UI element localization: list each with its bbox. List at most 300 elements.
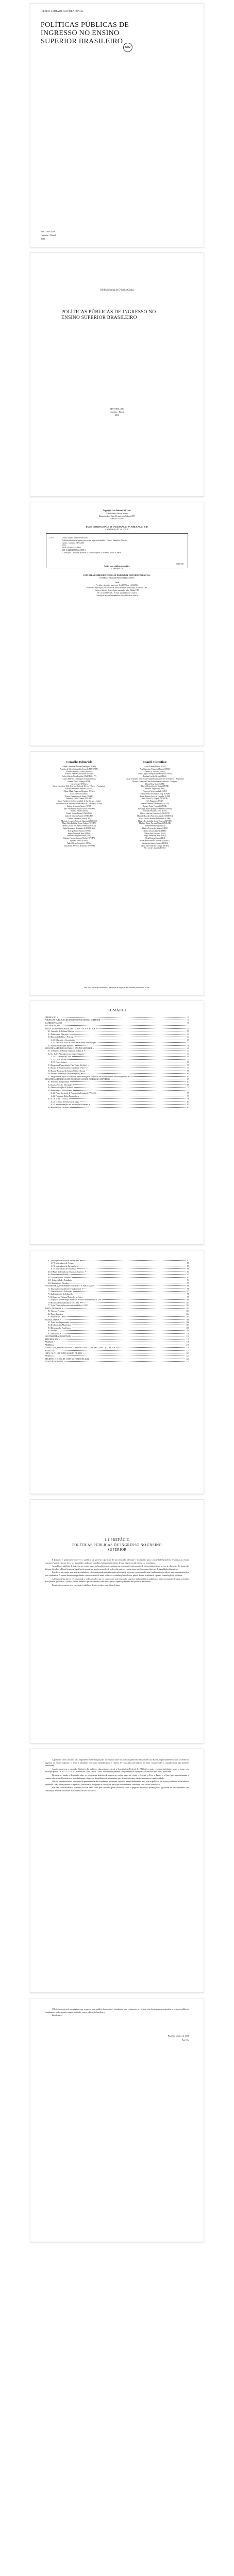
toc-entry-page: 85	[187, 1106, 189, 1109]
toc-entry-page: 123	[186, 1355, 189, 1358]
toc-entry-title: 6.9 Financiamento Público	[48, 1274, 70, 1276]
preface-title: POLÍTICAS PÚBLICAS DE INGRESSO NO ENSINO SUPERIOR	[72, 1543, 162, 1552]
legal-line: Tel.: (41) 3039-6418 – E-mail: sac@editoracrv.com.br	[96, 592, 138, 594]
toc-entry-page: 100	[186, 1299, 189, 1301]
toc-entry-title: 1 PREFÁCIO	[45, 1016, 56, 1019]
toc-leader-dots	[80, 1101, 186, 1102]
council-member: Tadeu Oliver Gonçalves (UFPA)	[66, 842, 92, 844]
toc-entry-page: 111	[186, 1335, 189, 1338]
cataloging-line: DOI 10.24824/978854441099.1	[62, 549, 86, 551]
toc-entry-title: 9.5 Discussão	[48, 1332, 59, 1335]
toc-leader-dots	[61, 1025, 186, 1026]
preface-page	[30, 1499, 204, 1743]
council-member: Maria Eurácia Barreto de Andrade (UFRB)	[139, 817, 171, 820]
council-member: Maria de Lourdes Pinto de Almeida (UNOESC)	[137, 815, 173, 817]
toc-entry-page: 90	[187, 1268, 189, 1270]
council-member: Najela Tavares Ujiie (UTFPR)	[143, 829, 166, 832]
council-member: Elizeu Clementino de Souza (UNEB)	[141, 785, 169, 788]
toc-leader-dots	[80, 1260, 186, 1261]
toc-entry-title: 10 CONSIDERAÇÕES FINAIS	[45, 1335, 71, 1338]
council-member: Lourdes Helena da Silva (UFV)	[143, 810, 167, 812]
council-member: Sérgio Nunes de Jesus (IFRO)	[143, 835, 166, 837]
toc-leader-dots	[72, 1056, 186, 1057]
toc-entry-title: 5.2.3 Cotas Sociais	[51, 1061, 66, 1064]
toc-entry-title: DECRETO Nº 7.824, DE 11 DE OUTUBRO DE 2012	[45, 1358, 89, 1360]
toc-page-2	[30, 1250, 204, 1494]
toc-entry-page: 106	[186, 1318, 189, 1321]
council-member: Lídia de Oliveira Xavier (UNIEURO)	[65, 815, 93, 817]
signature-name: Prof. Dr.	[181, 2039, 189, 2041]
toc-entry-title: 6.5 A Lei nº 12.711/2012	[48, 1098, 68, 1100]
toc-leader-dots	[73, 1291, 186, 1292]
toc-entry-title: 7.5 Arguição de Descumprimento de Preceito Fundamental nº 186	[48, 1299, 102, 1301]
toc-entry-page: 102	[186, 1304, 189, 1307]
halftitle-city: Curitiba – Brasil	[110, 411, 124, 413]
council-member: Fauston Negreiros (UFPI)	[145, 788, 165, 790]
council-member: Diosnel Centurion (Univ Autónoma de Asunción – Paraguai)	[132, 780, 178, 783]
toc-entry-title: 7.6 Recurso Extraordinário nº 597.285	[48, 1301, 79, 1304]
toc-entry-page: 53	[187, 1061, 189, 1064]
toc-entry-title: 6.2 Justiça Social e Educação	[48, 1083, 72, 1086]
toc-entry-title: 6.4.1 Plano Nacional de Assistência Estudantil (PNAES)	[51, 1092, 97, 1095]
cover-title: POLÍTICAS PÚBLICAS DE INGRESSO NO ENSINO SUPERIOR BRASILEIRO	[41, 21, 129, 45]
cover-city: Curitiba – Brasil	[41, 234, 56, 236]
editorial-council	[45, 761, 113, 850]
text-body	[45, 2008, 189, 2018]
toc-entry[interactable]	[45, 1361, 189, 1363]
council-member: Jailson Alves dos Santos (UFRJ)	[66, 805, 92, 807]
toc-entry-page: 29	[187, 1033, 189, 1036]
toc-entry-title: 8.1 Tipo de Pesquisa	[48, 1310, 65, 1313]
toc-entry-title: 8 METODOLOGIA	[45, 1307, 61, 1310]
toc-entry-page: 67	[187, 1081, 189, 1083]
halftitle-year: 2016	[114, 414, 120, 416]
council-member: Carlos Alberto Vilar Estêvão (UMINHO – PT)	[61, 775, 97, 778]
toc-entry-page: 96	[187, 1285, 189, 1287]
toc-entry-title: 6.10 Universidades Federais	[48, 1276, 71, 1279]
toc-leader-dots	[60, 1319, 186, 1320]
council-member: Lourdes Helena da Silva (UFV)	[67, 817, 91, 820]
toc-entry-page: 109	[186, 1330, 189, 1332]
council-member: Helder Buenos Aires de Carvalho (UFPI)	[139, 795, 171, 798]
toc-entry-title: POLÍTICAS PÚBLICAS DE INGRESSO NO ENSINO SUPERIOR	[45, 1019, 101, 1022]
index-heading: Índice para catálogo sistemático	[104, 565, 130, 567]
toc-entry-title: 9.1 Perfil dos Ingressantes	[48, 1321, 70, 1324]
council-member: Andréia da Silva Quintanilha Sousa (UNIR/UFRN)	[60, 768, 98, 770]
toc-entry-page: 96	[187, 1287, 189, 1290]
toc-leader-dots	[80, 1302, 185, 1303]
toc-leader-dots	[70, 1322, 185, 1323]
toc-entry[interactable]	[45, 1107, 189, 1109]
toc-leader-dots	[70, 1107, 186, 1108]
toc-entry-page: 89	[187, 1265, 189, 1267]
text-body	[45, 1758, 189, 1793]
council-member: Anselmo Alencar Colares (UFOPA)	[65, 770, 93, 773]
halftitle-publisher: EDITORA CRV	[110, 408, 124, 410]
toc-entry-page: 57	[187, 1067, 189, 1070]
toc-leader-dots	[95, 1285, 186, 1286]
toc-leader-dots	[75, 1045, 187, 1046]
toc-entry-page: 92	[187, 1274, 189, 1276]
digital-notice: ESTA OBRA TAMBÉM ENCONTRA-SE DISPONÍVEL EM FORMATO DIGITAL.	[83, 574, 151, 577]
council-member: Altair Alberto Fávero (UPF)	[144, 766, 165, 768]
cataloging-line: Cunha, Hildevi Sampa de Oliveira.	[62, 537, 88, 539]
body-paragraph: Destaca-se, ainda, a discussão sobre os programas federais de acesso ao ensino superior, como o ProUni, o Fies, o Enem e o Sisu, que transformaram o cenário educacional brasileiro e possibilitaram o ingresso de milhares de estudantes que, de outra forma, não teriam acesso à universidade.	[45, 1773, 189, 1780]
copyright-line: Copyright © da Editora CRV Ltda.	[103, 510, 131, 512]
toc-entry-title: 5.1 O Sistema de Ensino Superior no Brasil	[48, 1050, 83, 1053]
credit-line: Diagramação e Capa: Designers da Editora CRV	[99, 515, 135, 517]
credits-page	[30, 502, 204, 746]
legal-line: Foi feito o depósito legal conf. Lei 10.994 de 14/12/2004	[95, 584, 139, 586]
council-member: Francisco Carlos Duarte (PUC-PR)	[66, 798, 92, 800]
legal-line: Todos os direitos desta edição reservados pela: Editora CRV	[94, 589, 140, 591]
toc-leader-dots	[57, 1017, 186, 1018]
toc-entry-page: 39	[187, 1044, 189, 1047]
publisher-logo: CRV	[123, 43, 132, 52]
toc-entry-page: 104	[186, 1313, 189, 1315]
toc-entry-page: 119	[186, 1344, 189, 1346]
toc-leader-dots	[89, 1305, 185, 1306]
cataloging-heading: DADOS INTERNACIONAIS DE CATALOGAÇÃO NA PUBLICAÇÃO (CIP)	[86, 526, 148, 528]
toc-leader-dots	[62, 1308, 186, 1309]
body-paragraph: O livro também aborda a questão da permanência dos estudantes no ensino superior, tema fundamental para que as políticas de acesso produzam os resultados esperados. Não basta garantir o ingresso; é necessário assegurar as condições para que os estudantes concluam seus cursos com êxito.	[45, 1780, 189, 1786]
toc-entry-title: 6.8 O Papel do Estado na Educação Superior	[48, 1270, 84, 1273]
toc-leader-dots	[97, 1042, 186, 1043]
toc-leader-dots	[69, 1098, 186, 1099]
toc-entry-page: 87	[187, 1260, 189, 1262]
toc-entry-title: ÍNDICE REMISSIVO	[45, 1361, 63, 1363]
toc-entry-page: 43	[187, 1050, 189, 1053]
council-member: Celso Conti (UFSCar)	[71, 783, 88, 785]
toc-entry-page: 108	[186, 1327, 189, 1329]
toc-entry-page: 93	[187, 1276, 189, 1279]
toc-entry-title: ANEXOS	[45, 1341, 53, 1344]
index-line: 1. Educação 378	[111, 568, 123, 570]
council-member: João Adalberto Campato Junior (UNESP)	[63, 807, 95, 810]
council-member: Vânia Alves Martins Chaigar (FURG)	[141, 844, 169, 847]
council-member: Tania Suely Azevedo Brasileiro (UFOPA)	[63, 844, 95, 847]
toc-list	[45, 1260, 189, 1364]
council-member: Sydione Santos (UEPG)	[70, 839, 88, 842]
body-paragraph: A presente obra constitui uma importante contribuição para os estudos sobre as políticas públicas educacionais no Brasil, especialmente no que se refere ao ingresso no ensino superior. O tema é abordado com rigor metodológico e clareza de exposição, permitindo ao leitor compreender a complexidade das questões envolvidas.	[45, 1758, 189, 1767]
toc-entry-page: 101	[186, 1301, 189, 1304]
council-member: Kilwangy Kya Kapitango-a-Samba (Unemat)	[138, 807, 172, 810]
toc-entry-page: 119	[186, 1341, 189, 1344]
body-paragraph: Por fim, cabe ressaltar a relevância social desta obra, que contribui para a reflexão sobre o papel do Estado na promoção da igualdade de oportunidades e na construção de uma sociedade mais democrática e inclusiva.	[45, 1786, 189, 1792]
body-paragraph: A autora percorre o caminho histórico das políticas educacionais, desde a Constituição Federal de 1988 até as mais recentes legislações sobre o tema, com destaque para a Lei nº 12.711/2012, conhecida como Lei de Cotas. Esta análise permite compreender os avanços e os desafios que ainda persistem.	[45, 1767, 189, 1773]
toc-entry-page: 49	[187, 1056, 189, 1058]
council-member: Mohammed Elhajji (UFRJ)	[144, 825, 165, 827]
toc-entry-page: 103	[186, 1310, 189, 1313]
cataloging-body	[62, 537, 183, 554]
council-member: Sérgio Nunes de Jesus (IFRO)	[68, 832, 91, 835]
toc-leader-dots	[58, 1330, 185, 1331]
toc-entry-title: 7.7 Ação Direta de Inconstitucionalidade nº 3.330	[48, 1304, 88, 1307]
toc-entry-title: REFERÊNCIAS	[45, 1338, 59, 1341]
cataloging-line: Cunha – Curitiba : CRV, 2016.	[62, 541, 85, 544]
toc-entry-title: 4.3 Educação Pública e Privada	[48, 1036, 74, 1039]
toc-leader-dots	[55, 1350, 185, 1351]
year-line: 2016	[115, 582, 119, 584]
toc-entry-page: 98	[187, 1293, 189, 1296]
toc-leader-dots	[70, 1081, 186, 1082]
app-notice: CONHEÇA E BAIXE NOSSO APLICATIVO!	[99, 577, 135, 579]
toc-entry-page: 63	[187, 1075, 189, 1078]
preface-paragraph: Parabenizo a autora pelo excelente trabalho e desejo a todos uma ótima leitura.	[52, 1583, 121, 1586]
council-member: Jussara Fraga Portugal (UNEB)	[143, 805, 167, 807]
editorial-heading: Conselho Editorial:	[66, 761, 92, 764]
toc-entry-title: 6.7.2 Indicadores de Permanência	[51, 1265, 78, 1267]
toc-entry-title: 6.5.1 Critérios de Reserva de Vagas	[51, 1100, 80, 1103]
toc-leader-dots	[64, 1361, 185, 1362]
council-member: Francisco Ari de Andrade (UFC)	[142, 790, 168, 792]
toc-leader-dots	[81, 1073, 186, 1074]
council-member: Carlos Federico Dominguez Avila (Unieuro)	[62, 777, 96, 780]
toc-entry-title: 9 RESULTADOS	[45, 1318, 59, 1321]
council-member: Leonel Severo Rocha (UNISINOS)	[66, 812, 92, 815]
toc-entry-title: 2 APRESENTAÇÃO	[45, 1022, 62, 1024]
council-member: Sonia Maria Ferreira Koehler (UNISAL)	[140, 839, 170, 842]
toc-entry-page: 83	[187, 1104, 189, 1106]
toc-leader-dots	[73, 1090, 186, 1091]
toc-entry-page: 106	[186, 1321, 189, 1324]
toc-leader-dots	[86, 1067, 186, 1068]
toc-entry-page: 55	[187, 1064, 189, 1066]
council-member: Maria Lília Imbiriba Sousa Colares (UFOPA)	[62, 822, 96, 825]
toc-entry-title: 7.4 O Supremo Tribunal Federal e as Cotas	[48, 1296, 83, 1298]
preface-body	[45, 1558, 189, 1587]
toc-entry-title: 4 EDUCAÇÃO NO PARADIGMA DA POLÍTICA PÚBLICA	[45, 1027, 95, 1030]
toc-leader-dots	[116, 1347, 186, 1348]
toc-entry-title: 6.6 Resultados e Desafios	[48, 1106, 69, 1109]
council-footer: Este livro passou por avaliação e aprovação às cegas de dois ou mais pareceristas ad hoc.	[83, 987, 151, 989]
council-member: José de Ribamar Sousa Pereira (UCB)	[141, 802, 169, 805]
toc-entry-page: 37	[187, 1042, 189, 1044]
toc-leader-dots	[77, 1268, 186, 1269]
cataloging-line: Políticas públicas de ingresso no ensino superior brasileiro / Hildevi Sampa de Oliveira	[62, 539, 127, 541]
council-member: Gloria Fariñas León (Universidade de La Havana – Cuba)	[57, 800, 101, 803]
cover-page	[30, 3, 204, 247]
toc-heading: SUMÁRIO	[107, 1008, 127, 1012]
text-page	[30, 1749, 204, 1993]
toc-entry-page: 121	[186, 1352, 189, 1354]
toc-entry-title: 6.12 Instituições Privadas	[48, 1282, 69, 1284]
toc-entry-page: 103	[186, 1307, 189, 1310]
toc-entry-title: 8.2 Procedimentos	[48, 1313, 63, 1315]
cataloging-code: C972	[49, 537, 54, 539]
toc-leader-dots	[71, 1274, 186, 1275]
toc-leader-dots	[74, 1087, 186, 1088]
body-paragraph: Boa leitura!	[52, 2014, 62, 2017]
toc-entry-page: 95	[187, 1282, 189, 1284]
toc-leader-dots	[128, 1076, 186, 1077]
halftitle-title: POLÍTICAS PÚBLICAS DE INGRESSO NO ENSINO SUPERIOR BRASILEIRO	[61, 310, 156, 320]
council-member: Mônica Pereira dos Santos (UFRJ)	[142, 827, 168, 829]
toc-page-1	[30, 1001, 204, 1245]
council-member: Gláucia Maria dos Santos Jorge (UFOP)	[140, 792, 170, 795]
toc-entry-page: 25	[187, 1030, 189, 1033]
legal-line: Proibida a reprodução parcial ou total desta obra sem autorização da Editora CRV	[87, 587, 147, 589]
toc-entry-title: 9.4 Evasão	[48, 1330, 57, 1332]
council-member: Eliane Rose Maio (UEM)	[145, 783, 165, 785]
council-member: Maria de Lourdes Pinto de Almeida (UNOESC)	[61, 820, 97, 822]
toc-entry-title: 4.2 Políticas de Educação	[48, 1033, 69, 1036]
toc-entry-page: 91	[187, 1270, 189, 1273]
halftitle-page	[30, 252, 204, 497]
council-member: Vera Lucia Gaspar (UDESC)	[144, 847, 166, 850]
toc-entry-title: 9.2 Evolução das Matrículas	[48, 1324, 71, 1327]
toc-entry-page: 119	[186, 1347, 189, 1349]
toc-entry-page: 15	[187, 1022, 189, 1024]
cover-publisher: EDITORA CRV	[41, 230, 56, 233]
cataloging-line: 1. Educação 2. Políticas públicas 3. Ensino superior 4. Acesso I. Título II. Série	[62, 551, 121, 554]
council-member: Suzana dos Santos Gomes (UFMG)	[141, 842, 169, 844]
toc-entry-title: 5.7 Programa de Apoio a Planos de Reestruturação e Expansão das Universidades Federais (Reuni)	[48, 1075, 128, 1078]
toc-leader-dots	[89, 1104, 186, 1105]
scientific-list	[121, 766, 189, 850]
toc-entry-page: 99	[187, 1296, 189, 1298]
toc-entry-page: 124	[186, 1361, 189, 1363]
toc-entry-page: 43	[187, 1047, 189, 1049]
toc-leader-dots	[96, 1028, 187, 1029]
toc-entry-page: 115	[186, 1338, 189, 1341]
scientific-heading: Comitê Científico:	[142, 761, 168, 764]
council-member: Maria Lília Imbiriba Sousa Colares (UFOPA)	[138, 820, 172, 822]
toc-leader-dots	[55, 1355, 185, 1356]
toc-entry-title: 7 CONSIDERAÇÕES SOBRE O DIREITO À EDUCAÇÃO	[45, 1285, 94, 1287]
signature-place: Brasília, janeiro de 2016	[168, 2035, 189, 2037]
toc-entry-title: 6.7.3 Indicadores de Conclusão	[51, 1268, 76, 1270]
credit-line: Editor-chefe: Railson Moura	[106, 513, 128, 515]
editorial-list	[45, 766, 113, 847]
toc-entry-title: 4.3.1 Educação e Constituição	[51, 1039, 76, 1041]
toc-leader-dots	[84, 1050, 186, 1051]
council-member: Antônio Pereira Gaio Júnior (UFRRJ)	[65, 773, 93, 775]
toc-entry-page: 77	[187, 1095, 189, 1097]
council-member: Elizeu Clementino de Souza (UNEB)	[65, 795, 93, 798]
council-member: Cesar Gerónimo Tello (Univer. Nacional Três de Febrero – Argentina)	[53, 785, 105, 788]
toc-entry-page: 107	[186, 1324, 189, 1327]
council-member: Maria Cristina dos Santos Bezerra (UFSCar)	[62, 825, 96, 827]
halftitle-author: Hildevi Sampa de Oliveira Cunha	[100, 289, 134, 292]
toc-entry-page: 13	[187, 1019, 189, 1022]
toc-entry-title: 4.3.2 Educação e Lei de Diretrizes e Bases da Educação	[51, 1042, 96, 1044]
toc-entry-page: 61	[187, 1073, 189, 1075]
toc-entry-page: 71	[187, 1087, 189, 1089]
cataloging-cdd: CDD 378	[176, 563, 183, 566]
toc-entry-page: 88	[187, 1262, 189, 1265]
toc-entry-title: ANEXO C	[45, 1355, 54, 1358]
toc-entry-page: 81	[187, 1100, 189, 1103]
council-member: Rodrigo Pratte-Santos (UFES)	[68, 829, 91, 832]
preface-paragraph: Este livro apresenta uma análise cuidadosa e fundamentada das principais políticas de ingresso, examinando seus fundamentos jurídicos, sua implementação e seus resultados. A autora demonstra profundo conhecimento do tema e oferece contribuições valiosas para o debate acadêmico e para a formulação de políticas.	[45, 1571, 189, 1577]
scientific-council	[121, 761, 189, 850]
toc-entry-title: 9.3 Desempenho Acadêmico	[48, 1327, 71, 1329]
credit-line: Revisão: O Autor	[110, 518, 124, 520]
toc-entry-title: 3 INTRODUÇÃO	[45, 1025, 60, 1027]
toc-entry-page: 105	[186, 1316, 189, 1318]
council-member: Marcos Vinicius Francisco (UNOESTE)	[140, 812, 170, 815]
council-columns	[45, 761, 189, 850]
toc-entry-title: 6.5.2 Implementação nas Instituições Federais	[51, 1104, 88, 1106]
toc-entry-title: 7.2 Direito Social à Educação	[48, 1290, 72, 1293]
council-member: Elione Maria Nogueira Diogenes (UFAL)	[63, 790, 95, 792]
toc-entry-page: 69	[187, 1083, 189, 1086]
council-member: Carmen Tereza Velanga (UNIR)	[67, 780, 91, 783]
toc-entry-page: 17	[187, 1025, 189, 1027]
council-member: Josania Portela (UFPI)	[71, 810, 88, 812]
toc-entry-title: 5 POLÍTICAS PÚBLICAS PARA O ENSINO SUPERIOR	[45, 1047, 93, 1049]
toc-entry-page: 13	[187, 1016, 189, 1019]
council-member: Eduardo Fernandes Barbosa (UFMG)	[65, 788, 93, 790]
toc-entry-page: 67	[187, 1078, 189, 1080]
toc-entry-title: CONSTITUIÇÃO DA REPÚBLICA FEDERATIVA DO BRASIL, 1988 – EXCERTOS	[45, 1347, 115, 1349]
council-member: Anna Augusta Sampaio de Oliveira (UNESP)	[138, 773, 172, 775]
toc-list	[45, 1016, 189, 1109]
council-member: Ana Chrystina Venancio Mignot (UERJ)	[140, 768, 170, 770]
toc-entry-title: 5.5 Exame Nacional do Ensino Médio (Enem)	[48, 1070, 86, 1072]
toc-entry-title: 6.7.1 Indicadores de Acesso	[51, 1262, 74, 1265]
toc-entry-page: 79	[187, 1098, 189, 1100]
council-member: Andréia N. Militão (UEMS)	[144, 770, 165, 773]
toc-entry-title: 6.4 Permanência do Estudante	[48, 1089, 73, 1092]
council-member: Míghian Danae Ferreira Nunes (UNILAB)	[139, 822, 171, 825]
toc-entry-title: 6.4.2 Programa Bolsa Permanência	[51, 1095, 79, 1097]
cataloging-sub: CATALOGAÇÃO NA FONTE	[105, 529, 129, 531]
body-paragraph: O leitor encontrará, nas páginas que seguem, uma análise abrangente e atualizada, que certamente servirá de referência para pesquisadores, gestores públicos, estudantes e todos aqueles comprometidos com a educação brasileira.	[45, 2008, 189, 2013]
preface-heading: 1.1 PREFÁCIO	[104, 1538, 130, 1542]
council-member: Élsio José Corá (UFFS)	[70, 792, 88, 795]
council-member: Cesar Gerónimo Tello (Universidad Nacional de Três de Febrero – Argentina)	[126, 777, 184, 780]
cataloging-line: 124 p.	[62, 544, 66, 547]
toc-entry-title: ANEXO A	[45, 1344, 54, 1346]
toc-entry-page: 110	[186, 1332, 189, 1335]
council-member: Aldira Guimarães Duarte Domínguez (UNB)	[62, 766, 96, 768]
toc-entry-title: LEI Nº 12.711, DE 29 DE AGOSTO DE 2012	[45, 1352, 82, 1354]
toc-entry-page: 25	[187, 1027, 189, 1030]
preface-paragraph: A leitura desta obra é recomendada a todos aqueles que se interessam pela educação superior, pelas políticas públicas e pela construção de uma sociedade mais justa e igualitária. Trata-se de um trabalho que certamente contribuirá para o aperfeiçoamento das políticas existentes.	[45, 1577, 189, 1583]
toc-leader-dots	[67, 1316, 185, 1317]
council-member: Paulo Romualdo Hernandes (UNIFAL-MG)	[62, 827, 96, 829]
council-member: Silvia Regina Canan (URI)	[144, 837, 165, 840]
toc-entry-title: 5.3 Programa Universidade Para Todos (ProUni)	[48, 1064, 87, 1066]
text-page-end	[30, 1998, 204, 2242]
toc-leader-dots	[102, 1299, 185, 1300]
toc-entry-title: 5.2.2 Cotas Raciais	[51, 1058, 67, 1061]
toc-leader-dots	[70, 1034, 186, 1035]
toc-entry-page: 51	[187, 1058, 189, 1061]
council-member: Barbara Coelho Neves (UFBA)	[143, 775, 167, 778]
toc-leader-dots	[59, 1339, 185, 1340]
council-member: Nilson José Machado (USP)	[144, 832, 165, 835]
cover-author: HILDEVI SAMPA DE OLIVEIRA CUNHA	[41, 10, 83, 12]
toc-leader-dots	[68, 1059, 186, 1060]
toc-entry-page: 121	[186, 1349, 189, 1352]
council-page	[30, 751, 204, 995]
preface-paragraph: É honroso e gratificante escrever o prefácio de um livro que trata de um tema tão relevante e necessário para a sociedade brasileira. O acesso ao ensino superior é um direito que deve ser garantido a todos os cidadãos, independentemente de sua origem social, étnica ou econômica.	[45, 1558, 189, 1564]
cataloging-line: ISBN 978-85-444-1099-1	[62, 547, 81, 549]
toc-entry-title: 5.6 Sistema de Seleção Unificada (Sisu)	[48, 1073, 80, 1075]
council-member: Guillermo Arias Beatón (Universidade de La Havana – Cuba)	[56, 802, 102, 805]
toc-entry-title: 6.3 Democratização do Acesso	[48, 1087, 73, 1089]
council-member: Simone Rodrigues Pinto (UNB)	[67, 835, 91, 837]
preface-paragraph: As políticas públicas de ingresso no ensino superior brasileiro representam um importante instrumento de democratização do acesso à educação. Ao longo das últimas décadas, o Brasil avançou significativamente na implementação de ações afirmativas e programas que buscam reduzir as desigualdades históricas.	[45, 1565, 189, 1570]
toc-leader-dots	[72, 1277, 186, 1278]
toc-leader-dots	[73, 1084, 186, 1085]
cover-year: 2016	[41, 238, 45, 240]
toc-entry-title: 6.11 Universidades Estaduais	[48, 1279, 72, 1282]
toc-entry-title: 8.3 Análise dos Dados	[48, 1316, 66, 1318]
